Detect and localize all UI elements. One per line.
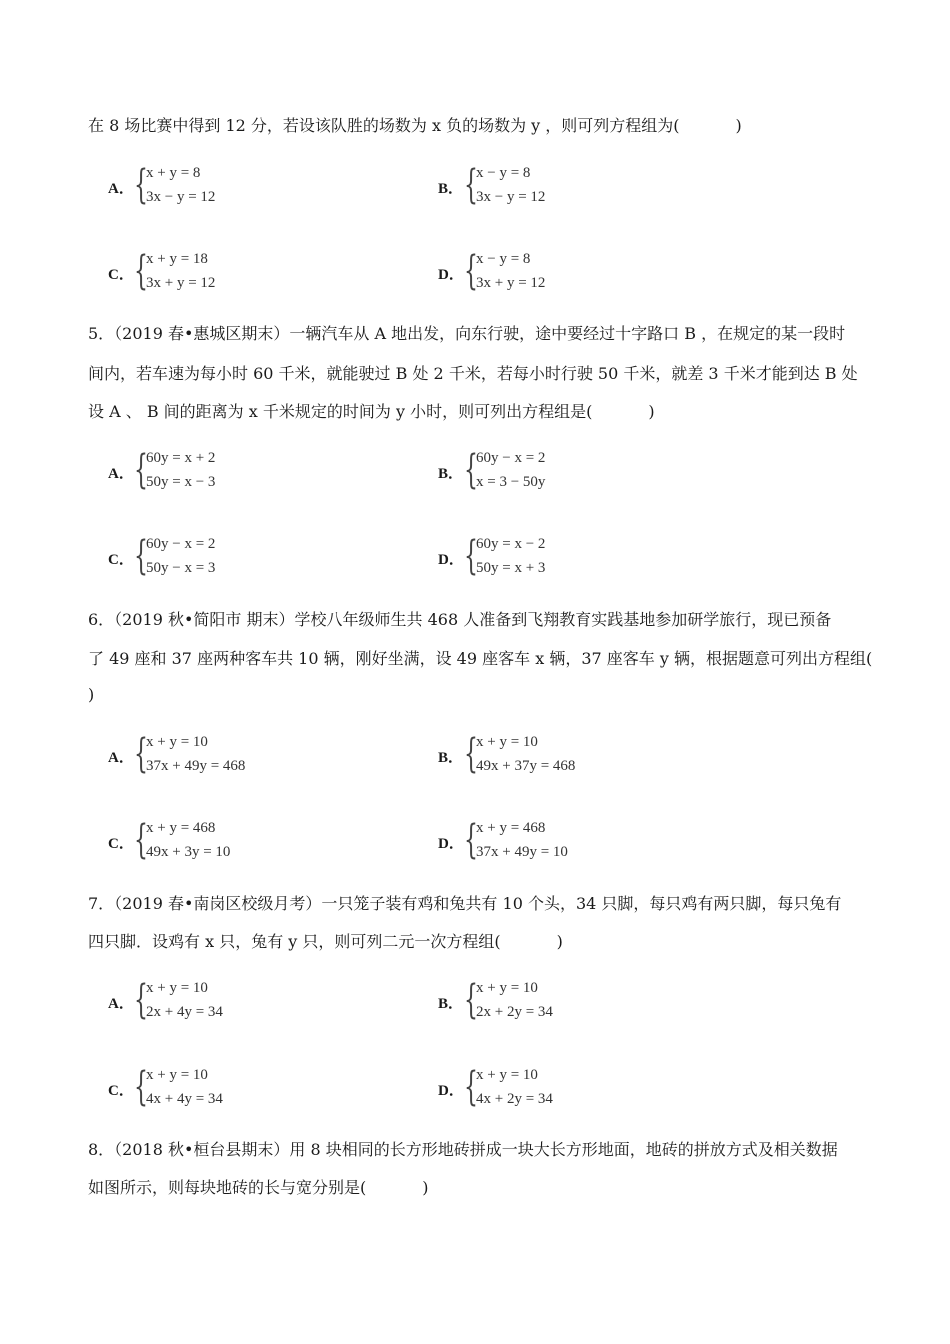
option-label: A． xyxy=(108,996,134,1012)
q7-text-line1: 7．（2019 春•南岗区校级月考）一只笼子装有鸡和兔共有 10 个头，34 只脚，每只鸡有两只脚，每只兔有 xyxy=(88,894,842,913)
equation-2: x = 3 − 50y xyxy=(476,474,546,490)
equation-1: x + y = 10 xyxy=(146,980,208,996)
option-label: B． xyxy=(438,466,464,482)
brace-icon: { xyxy=(134,162,148,208)
option-label: D． xyxy=(438,552,464,568)
equation-1: x + y = 468 xyxy=(146,820,216,836)
equation-1: x + y = 18 xyxy=(146,251,208,267)
equation-2: 4x + 4y = 34 xyxy=(146,1091,223,1107)
q5-text-line3: 设 A 、 B 间的距离为 x 千米规定的时间为 y 小时，则可列出方程组是( ) xyxy=(88,402,655,421)
equation-2: 3x + y = 12 xyxy=(476,275,546,291)
option-label: A． xyxy=(108,750,134,766)
brace-icon: { xyxy=(464,447,478,493)
option-label: D． xyxy=(438,836,464,852)
equation-1: 60y − x = 2 xyxy=(146,536,216,552)
equation-2: 37x + 49y = 468 xyxy=(146,758,246,774)
option-label: B． xyxy=(438,750,464,766)
equation-1: 60y = x + 2 xyxy=(146,450,216,466)
q7-text-line2: 四只脚．设鸡有 x 只，兔有 y 只，则可列二元一次方程组( ) xyxy=(88,932,563,951)
option-label: B． xyxy=(438,181,464,197)
brace-icon: { xyxy=(134,1064,148,1110)
option-label: A． xyxy=(108,181,134,197)
equation-2: 37x + 49y = 10 xyxy=(476,844,568,860)
q5-text-line1: 5．（2019 春•惠城区期末）一辆汽车从 A 地出发，向东行驶，途中要经过十字路口 B ，在规定的某一段时 xyxy=(88,324,846,343)
brace-icon: { xyxy=(464,977,478,1023)
equation-1: x + y = 8 xyxy=(146,165,201,181)
equation-2: 50y = x − 3 xyxy=(146,474,216,490)
option-label: B． xyxy=(438,996,464,1012)
q6-text-line2: 了 49 座和 37 座两种客车共 10 辆，刚好坐满，设 49 座客车 x 辆，37 座客车 y 辆，根据题意可列出方程组( xyxy=(88,649,873,668)
equation-1: 60y = x − 2 xyxy=(476,536,546,552)
q4-text-line1: 在 8 场比赛中得到 12 分，若设该队胜的场数为 x 负的场数为 y ，则可列方程组为( ) xyxy=(88,116,742,135)
q6-text-line1: 6．（2019 秋•简阳市 期末）学校八年级师生共 468 人准备到飞翔教育实践基地参加研学旅行，现已预备 xyxy=(88,610,832,629)
option-label: C． xyxy=(108,267,134,283)
brace-icon: { xyxy=(134,447,148,493)
brace-icon: { xyxy=(134,817,148,863)
brace-icon: { xyxy=(134,533,148,579)
equation-2: 50y − x = 3 xyxy=(146,560,216,576)
equation-1: x + y = 10 xyxy=(146,1067,208,1083)
equation-2: 3x − y = 12 xyxy=(476,189,546,205)
q8-text-line2: 如图所示，则每块地砖的长与宽分别是( ) xyxy=(88,1178,429,1197)
equation-1: x + y = 10 xyxy=(476,734,538,750)
q6-text-line3: ) xyxy=(88,685,95,704)
equation-2: 50y = x + 3 xyxy=(476,560,546,576)
equation-2: 49x + 3y = 10 xyxy=(146,844,231,860)
equation-2: 2x + 4y = 34 xyxy=(146,1004,223,1020)
q5-text-line2: 间内，若车速为每小时 60 千米，就能驶过 B 处 2 千米，若每小时行驶 50 千米，就差 3 千米才能到达 B 处 xyxy=(88,364,858,383)
brace-icon: { xyxy=(464,731,478,777)
option-label: C． xyxy=(108,552,134,568)
brace-icon: { xyxy=(464,162,478,208)
equation-1: x + y = 10 xyxy=(476,1067,538,1083)
option-label: C． xyxy=(108,1083,134,1099)
equation-1: x + y = 468 xyxy=(476,820,546,836)
equation-1: 60y − x = 2 xyxy=(476,450,546,466)
brace-icon: { xyxy=(134,731,148,777)
brace-icon: { xyxy=(134,248,148,294)
equation-2: 2x + 2y = 34 xyxy=(476,1004,553,1020)
equation-2: 49x + 37y = 468 xyxy=(476,758,576,774)
option-label: A． xyxy=(108,466,134,482)
equation-1: x − y = 8 xyxy=(476,165,531,181)
option-label: D． xyxy=(438,267,464,283)
equation-1: x + y = 10 xyxy=(146,734,208,750)
equation-1: x + y = 10 xyxy=(476,980,538,996)
equation-1: x − y = 8 xyxy=(476,251,531,267)
option-label: C． xyxy=(108,836,134,852)
q8-text-line1: 8．（2018 秋•桓台县期末）用 8 块相同的长方形地砖拼成一块大长方形地面，地砖的拼放方式及相关数据 xyxy=(88,1140,838,1159)
option-label: D． xyxy=(438,1083,464,1099)
brace-icon: { xyxy=(464,248,478,294)
brace-icon: { xyxy=(464,533,478,579)
equation-2: 4x + 2y = 34 xyxy=(476,1091,553,1107)
equation-2: 3x − y = 12 xyxy=(146,189,216,205)
brace-icon: { xyxy=(464,817,478,863)
brace-icon: { xyxy=(464,1064,478,1110)
brace-icon: { xyxy=(134,977,148,1023)
equation-2: 3x + y = 12 xyxy=(146,275,216,291)
